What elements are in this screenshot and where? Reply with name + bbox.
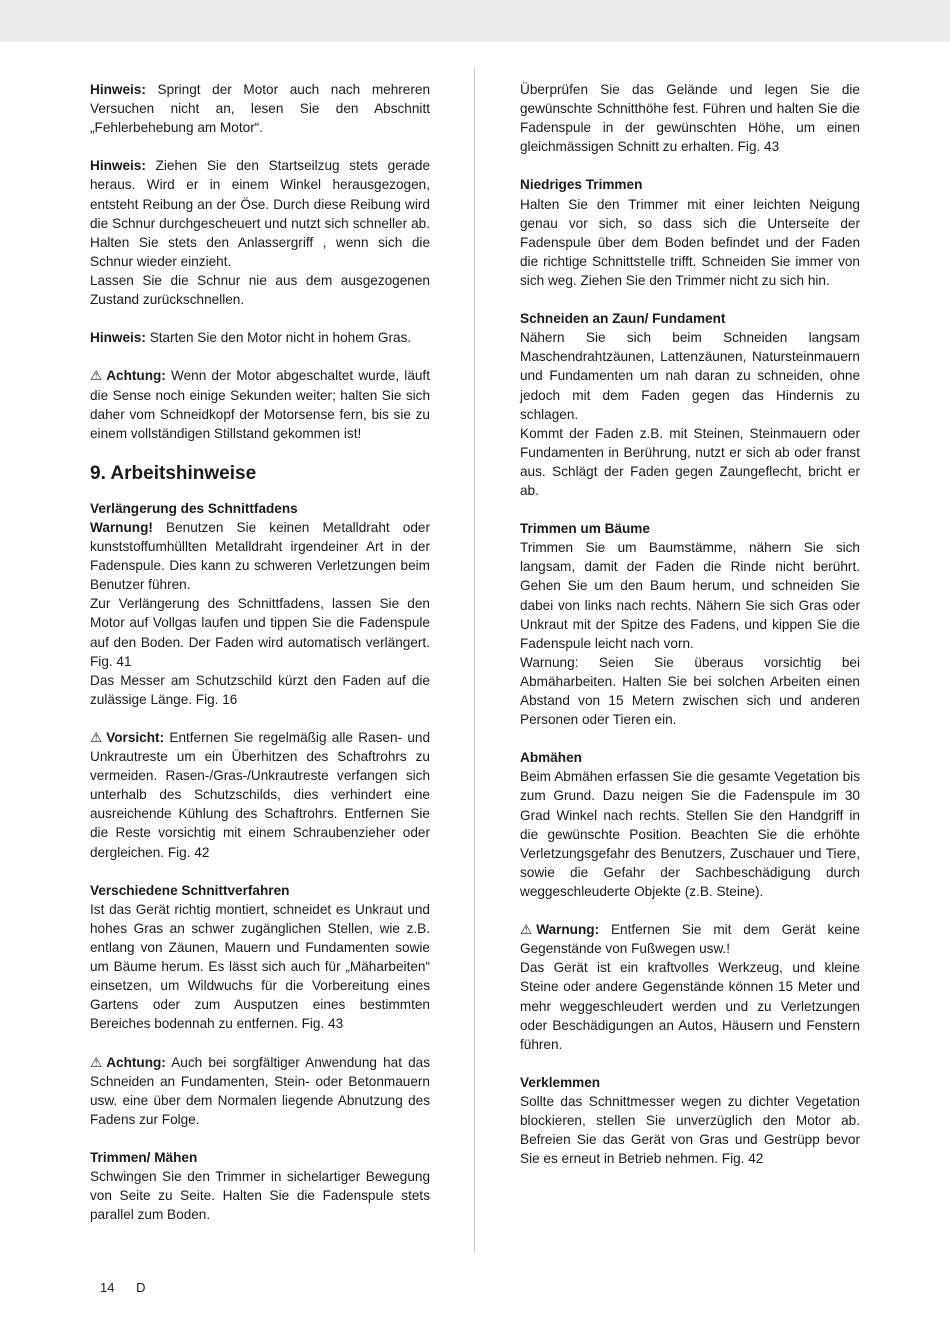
subsection-heading: Verklemmen	[520, 1074, 601, 1090]
language-code: D	[136, 1280, 146, 1295]
verklemmen-section	[520, 1073, 860, 1168]
warnung-text: Entfernen Sie mit dem Gerät keine Gegenstände von Fußwegen usw.!	[520, 922, 860, 957]
hinweis-startseil	[90, 156, 430, 309]
warnung-label: Warnung:	[536, 922, 600, 938]
warnung-text: Benutzen Sie keinen Metalldraht oder kunststoffumhüllten Metalldraht irgendeiner Art in der Fadenspule. Dies kann zu schweren Verletzungen beim Benutzer führen.	[90, 519, 430, 593]
subsection-heading: Niedriges Trimmen	[520, 177, 643, 193]
subsection-heading: Verlängerung des Schnittfadens	[90, 500, 298, 516]
left-column	[90, 80, 430, 1244]
trimmen-section	[90, 1148, 430, 1224]
hinweis-text: Springt der Motor auch nach mehreren Versuchen nicht an, lesen Sie den Abschnitt „Fehlerbehebung am Motor“.	[90, 82, 431, 136]
paragraph: Überprüfen Sie das Gelände und legen Sie die gewünschte Schnitthöhe fest. Führen und halten Sie die Fadenspule in der gewünschten Höhe, um einen gleichmässigen Schnitt zu erhalten. Fig. 43	[520, 82, 860, 155]
hinweis-text: Lassen Sie die Schnur nie aus dem ausgezogenen Zustand zurückschnellen.	[90, 272, 430, 308]
subsection-heading: Trimmen/ Mähen	[90, 1150, 198, 1166]
subsection-heading: Schneiden an Zaun/ Fundament	[520, 311, 726, 327]
paragraph: Nähern Sie sich beim Schneiden langsam Maschendrahtzäunen, Lattenzäunen, Natursteinmauern und Fundamenten um nah daran zu schneiden, ohne jedoch mit dem Faden gegen das Hindernis zu schlagen.	[520, 330, 860, 422]
warnung-block	[520, 920, 860, 1054]
paragraph: Zur Verlängerung des Schnittfadens, lassen Sie den Motor auf Vollgas laufen und tippen Sie die Fadenspule auf den Boden. Der Faden wird automatisch verlängert. Fig. 41	[90, 596, 430, 669]
paragraph: Das Messer am Schutzschild kürzt den Faden auf die zulässige Länge. Fig. 16	[90, 672, 430, 707]
zaun-fundament-section	[520, 309, 860, 500]
hinweis-label: Hinweis:	[90, 158, 146, 174]
subsection-heading: Trimmen um Bäume	[520, 521, 650, 537]
warning-triangle-icon: ⚠	[90, 368, 103, 384]
subsection-heading: Abmähen	[520, 750, 582, 766]
paragraph: Kommt der Faden z.B. mit Steinen, Steinmauern oder Fundamenten in Berührung, nutzt er sich ab oder franst aus. Schlägt der Faden gegen Zaungeflecht, bricht er ab.	[520, 425, 860, 498]
achtung-label: Achtung:	[106, 1054, 166, 1070]
niedriges-trimmen-section	[520, 175, 860, 290]
paragraph: Sollte das Schnittmesser wegen zu dichter Vegetation blockieren, stellen Sie unverzüglich den Motor ab. Befreien Sie das Gerät von Gras und Gestrüpp bevor Sie es erneut in Betrieb nehmen. Fig. 42	[520, 1093, 860, 1167]
vorsicht-block	[90, 728, 430, 862]
achtung-nachlauf	[90, 366, 430, 442]
hinweis-text: Starten Sie den Motor nicht in hohem Gras.	[149, 330, 412, 346]
baeume-section	[520, 519, 860, 729]
hinweis-label: Hinweis:	[90, 82, 146, 97]
warning-triangle-icon: ⚠	[520, 922, 533, 938]
page-footer	[100, 1280, 163, 1295]
paragraph: Ist das Gerät richtig montiert, schneidet es Unkraut und hohes Gras an schwer zugänglichen Stellen, wie z.B. entlang von Zäunen, Mauern und Fundamenten sowie um Bäume herum. Es lässt sich auch für „Mäharbeiten“ einsetzen, um Wildwuchs für die Vorbereitung eines Gartens oder zum Ausputzen eines bestimmten Bereiches bodennah zu entfernen. Fig. 43	[90, 901, 430, 1032]
achtung-text: Auch bei sorgfältiger Anwendung hat das Schneiden an Fundamenten, Stein- oder Betonmauern usw. eine über dem Normalen liegende Abnutzung des Fadens zur Folge.	[90, 1054, 431, 1127]
right-column	[520, 80, 860, 1187]
vorsicht-label: Vorsicht:	[106, 730, 165, 745]
verlaengerung-section	[90, 499, 430, 709]
page-number: 14	[100, 1280, 115, 1295]
achtung-label: Achtung:	[106, 368, 166, 384]
paragraph: Trimmen Sie um Baumstämme, nähern Sie sich langsam, damit der Faden die Rinde nicht berührt. Gehen Sie um den Baum herum, und schneiden Sie dabei von links nach rechts. Nähern Sie sich Gras oder Unkraut mit der Spitze des Fadens, und kippen Sie die Fadenspule leicht nach vorn.	[520, 540, 860, 651]
achtung-abnutzung	[90, 1053, 430, 1129]
paragraph: Das Gerät ist ein kraftvolles Werkzeug, und kleine Steine oder andere Gegenstände können 15 Meter und mehr weggeschleudert werden und zu Verletzungen oder Beschädigungen an Autos, Häusern und Fenstern führen.	[520, 960, 860, 1052]
intro-block	[520, 80, 860, 156]
subsection-heading: Verschiedene Schnittverfahren	[90, 882, 290, 898]
hinweis-hohes-gras	[90, 328, 430, 347]
warning-triangle-icon: ⚠	[90, 730, 103, 745]
hinweis-text: Ziehen Sie den Startseilzug stets gerade heraus. Wird er in einem Winkel herausgezogen, entsteht Reibung an der Öse. Durch diese Reibung wird die Schnur durchgescheuert und nutzt sich schneller ab. Halten Sie stets den Anlassergriff , wenn sich die Schnur wieder einzieht.	[90, 158, 431, 269]
schnittverfahren-section	[90, 881, 430, 1034]
hinweis-label: Hinweis:	[90, 330, 146, 346]
vorsicht-text: Entfernen Sie regelmäßig alle Rasen- und Unkrautreste um ein Überhitzen des Schaftrohrs zu vermeiden. Rasen-/Gras-/Unkrautreste verfangen sich unterhalb des Schutzschilds, dies verhindert eine ausreichende Kühlung des Schaftrohrs. Entfernen Sie die Reste vorsichtig mit einem Schraubenzieher oder dergleichen. Fig. 42	[90, 730, 430, 860]
column-divider	[474, 68, 475, 1253]
top-band	[0, 0, 950, 42]
warnung-label: Warnung!	[90, 519, 153, 535]
abmaehen-section	[520, 748, 860, 901]
paragraph: Beim Abmähen erfassen Sie die gesamte Vegetation bis zum Grund. Dazu neigen Sie die Fadenspule im 30 Grad Winkel nach rechts. Stellen Sie den Handgriff in die gewünschte Position. Beachten Sie die erhöhte Verletzungsgefahr des Benutzers, Zuschauer und Tiere, sowie die Gefahr der Sachbeschädigung durch weggeschleuderte Objekte (z.B. Steine).	[520, 769, 860, 899]
paragraph: Warnung: Seien Sie überaus vorsichtig bei Abmäharbeiten. Halten Sie bei solchen Arbeiten einen Abstand von 15 Metern zwischen sich und anderen Personen oder Tieren ein.	[520, 654, 860, 728]
paragraph: Halten Sie den Trimmer mit einer leichten Neigung genau vor sich, so dass sich die Unterseite der Fadenspule über dem Boden befindet und der Faden die richtige Schnittstelle trifft. Schneiden Sie immer von sich weg. Ziehen Sie den Trimmer nicht zu sich hin.	[520, 196, 860, 288]
achtung-text: Wenn der Motor abgeschaltet wurde, läuft die Sense noch einige Sekunden weiter; halten Sie sich daher vom Schneidkopf der Motorsense fern, bis sie zu einem vollständigen Stillstand gekommen ist!	[90, 368, 430, 441]
section-title: 9. Arbeitshinweise	[90, 462, 257, 484]
paragraph: Schwingen Sie den Trimmer in sichelartiger Bewegung von Seite zu Seite. Halten Sie die Fadenspule stets parallel zum Boden.	[90, 1169, 430, 1223]
warning-triangle-icon: ⚠	[90, 1054, 103, 1070]
hinweis-motor-start	[90, 80, 430, 137]
